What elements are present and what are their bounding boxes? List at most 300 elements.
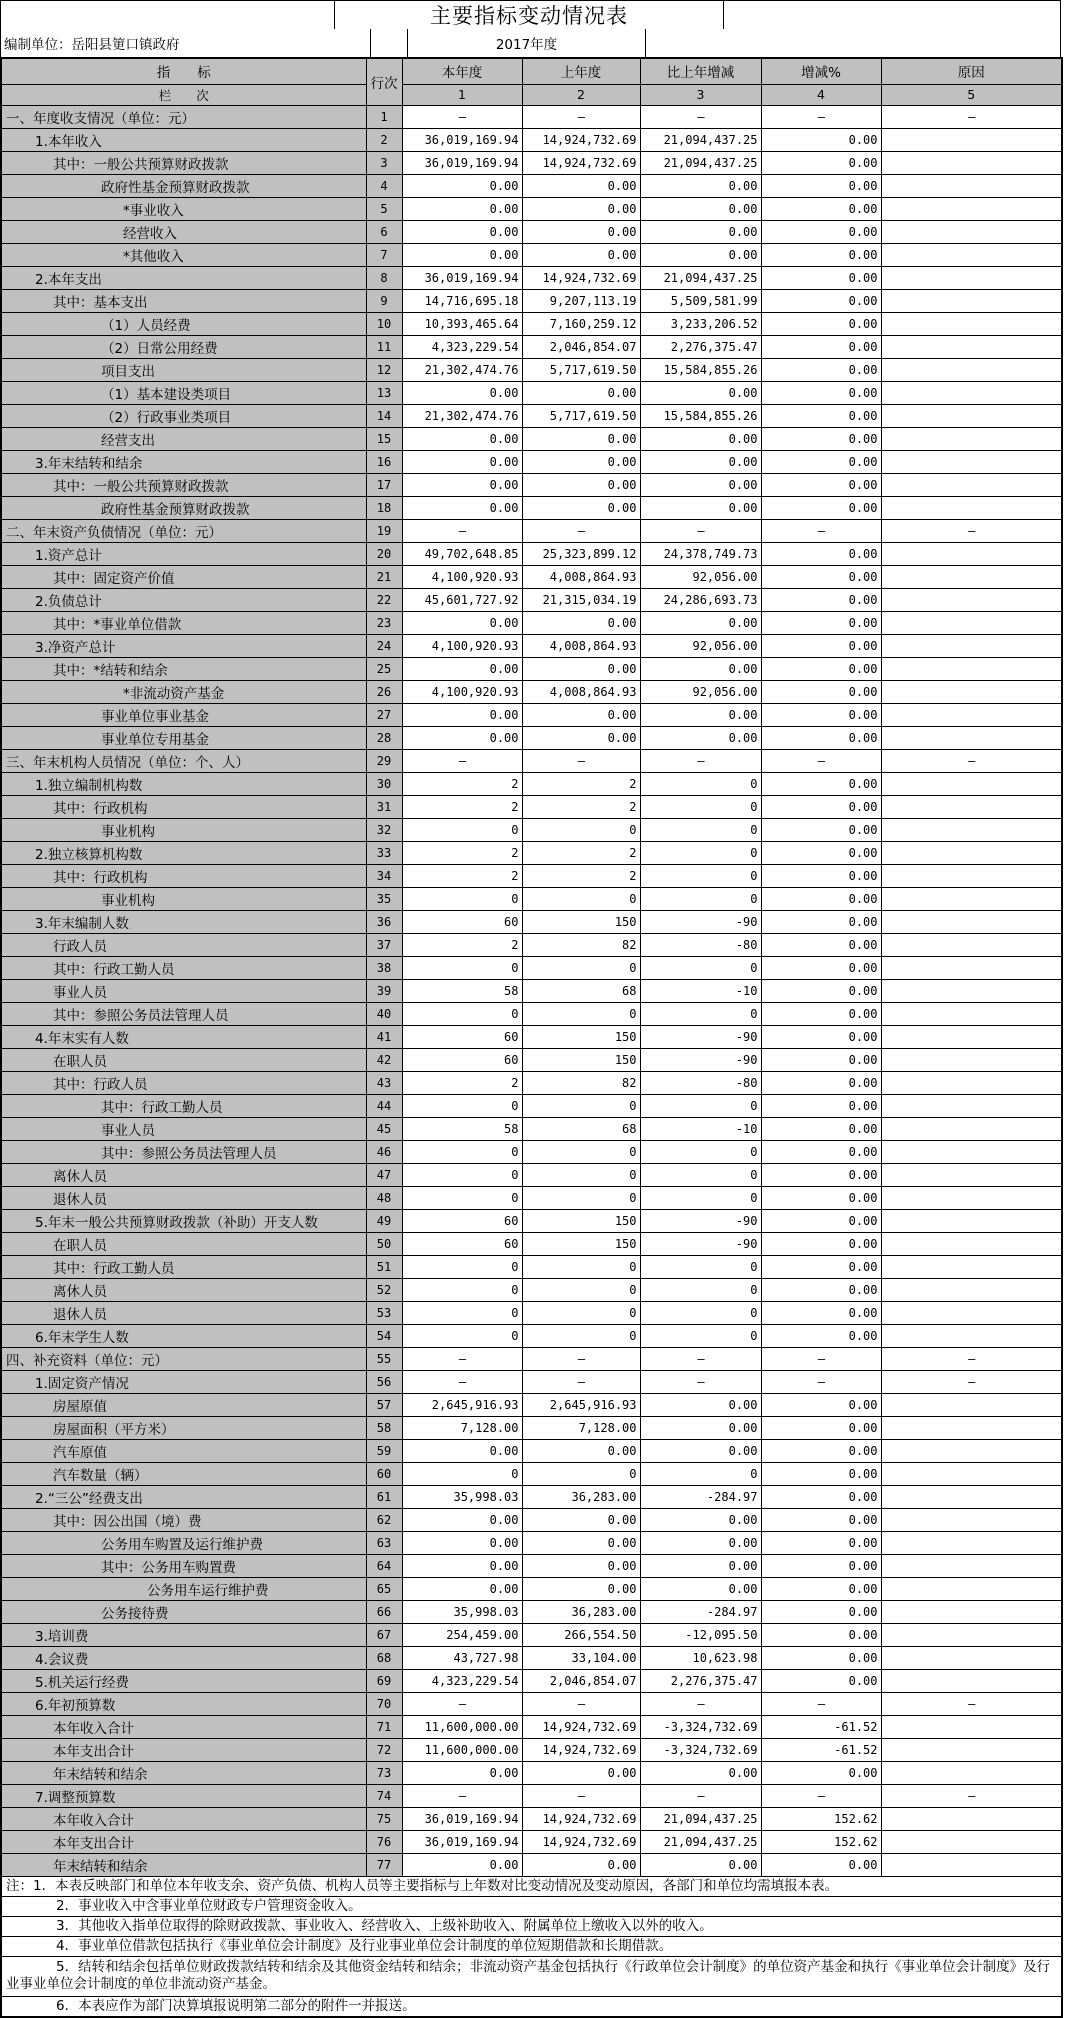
notes-body xyxy=(1,1876,1062,2017)
reason-cell xyxy=(881,956,1062,979)
indicator-cell: 其中：公务用车购置费 xyxy=(1,1554,366,1577)
last-year-cell: 0 xyxy=(522,818,640,841)
table-row xyxy=(1,1692,1062,1715)
indicator-cell: 6.年初预算数 xyxy=(1,1692,366,1715)
table-row xyxy=(1,1715,1062,1738)
change-cell: -284.97 xyxy=(640,1600,761,1623)
last-year-cell: 2,046,854.07 xyxy=(522,1669,640,1692)
reason-cell xyxy=(881,427,1062,450)
table-row xyxy=(1,1600,1062,1623)
this-year-cell: 0.00 xyxy=(402,1439,522,1462)
unit-row-right-blank xyxy=(646,29,1060,57)
table-row xyxy=(1,1577,1062,1600)
indicator-cell: 其中：行政工勤人员 xyxy=(1,956,366,979)
row-no-cell: 47 xyxy=(366,1163,402,1186)
change-pct-cell: 0.00 xyxy=(761,312,881,335)
row-no-cell: 34 xyxy=(366,864,402,887)
table-row xyxy=(1,772,1062,795)
table-row xyxy=(1,381,1062,404)
row-no-cell: 3 xyxy=(366,151,402,174)
table-row xyxy=(1,1669,1062,1692)
note-text: 5．结转和结余包括单位财政拨款结转和结余及其他资金结转和结余；非流动资产基金包括执行《行政单位会计制度》的单位资产基金和执行《事业单位会计制度》及行业事业单位会计制度的单位非流动资产基金。 xyxy=(1,1956,1062,1996)
row-no-cell: 66 xyxy=(366,1600,402,1623)
this-year-cell: 0.00 xyxy=(402,381,522,404)
change-pct-cell: 0.00 xyxy=(761,1255,881,1278)
change-pct-cell: 0.00 xyxy=(761,657,881,680)
last-year-cell: 21,315,034.19 xyxy=(522,588,640,611)
last-year-cell: 150 xyxy=(522,1209,640,1232)
header-row xyxy=(1,58,1062,84)
row-no-cell: 51 xyxy=(366,1255,402,1278)
reason-cell xyxy=(881,404,1062,427)
change-pct-cell: -61.52 xyxy=(761,1738,881,1761)
reason-cell xyxy=(881,1186,1062,1209)
change-pct-cell: 0.00 xyxy=(761,1186,881,1209)
reason-cell xyxy=(881,1255,1062,1278)
row-no-cell: 7 xyxy=(366,243,402,266)
last-year-cell: 36,283.00 xyxy=(522,1600,640,1623)
last-year-cell: 0 xyxy=(522,1324,640,1347)
indicator-cell: 政府性基金预算财政拨款 xyxy=(1,496,366,519)
indicator-cell: 其中：参照公务员法管理人员 xyxy=(1,1140,366,1163)
table-row xyxy=(1,1508,1062,1531)
indicator-cell: 4.会议费 xyxy=(1,1646,366,1669)
indicator-cell: 其中：*事业单位借款 xyxy=(1,611,366,634)
row-no-cell: 67 xyxy=(366,1623,402,1646)
change-cell: -284.97 xyxy=(640,1485,761,1508)
reason-cell xyxy=(881,1715,1062,1738)
change-pct-cell: 0.00 xyxy=(761,427,881,450)
change-pct-cell: — xyxy=(761,1692,881,1715)
col-num-2: 2 xyxy=(522,84,640,105)
change-pct-cell: 0.00 xyxy=(761,1531,881,1554)
table-row xyxy=(1,611,1062,634)
table-row xyxy=(1,1761,1062,1784)
indicator-cell: 其中：行政工勤人员 xyxy=(1,1255,366,1278)
indicator-cell: 房屋原值 xyxy=(1,1393,366,1416)
this-year-cell: 11,600,000.00 xyxy=(402,1715,522,1738)
last-year-cell: 0.00 xyxy=(522,1853,640,1876)
change-pct-cell: 152.62 xyxy=(761,1830,881,1853)
last-year-cell: 14,924,732.69 xyxy=(522,1830,640,1853)
last-year-cell: 150 xyxy=(522,1048,640,1071)
reason-cell xyxy=(881,1600,1062,1623)
reason-cell: — xyxy=(881,1370,1062,1393)
indicator-cell: 3.培训费 xyxy=(1,1623,366,1646)
change-pct-cell: 0.00 xyxy=(761,588,881,611)
change-pct-cell: 0.00 xyxy=(761,128,881,151)
row-no-cell: 61 xyxy=(366,1485,402,1508)
reason-cell xyxy=(881,887,1062,910)
this-year-cell: 0.00 xyxy=(402,220,522,243)
this-year-cell: 2 xyxy=(402,795,522,818)
reason-cell xyxy=(881,1531,1062,1554)
indicator-cell: 事业单位专用基金 xyxy=(1,726,366,749)
reason-cell xyxy=(881,1278,1062,1301)
change-cell: 0 xyxy=(640,1462,761,1485)
reason-cell xyxy=(881,151,1062,174)
change-pct-cell: 0.00 xyxy=(761,772,881,795)
change-cell: -90 xyxy=(640,1025,761,1048)
reason-cell xyxy=(881,174,1062,197)
change-cell: 0.00 xyxy=(640,1853,761,1876)
change-cell: 0 xyxy=(640,1140,761,1163)
indicator-cell: 退休人员 xyxy=(1,1186,366,1209)
last-year-cell: 0.00 xyxy=(522,1439,640,1462)
change-pct-cell: 0.00 xyxy=(761,1025,881,1048)
row-no-cell: 63 xyxy=(366,1531,402,1554)
indicator-cell: 2.负债总计 xyxy=(1,588,366,611)
indicator-cell: 4.年末实有人数 xyxy=(1,1025,366,1048)
change-pct-cell: 0.00 xyxy=(761,1600,881,1623)
last-year-cell: 0.00 xyxy=(522,473,640,496)
last-year-cell: 0.00 xyxy=(522,1577,640,1600)
indicator-cell: *其他收入 xyxy=(1,243,366,266)
header-indicator: 指 标 xyxy=(1,58,366,84)
reason-cell xyxy=(881,496,1062,519)
indicator-cell: 其中：一般公共预算财政拨款 xyxy=(1,151,366,174)
change-cell: 3,233,206.52 xyxy=(640,312,761,335)
table-row xyxy=(1,887,1062,910)
table-row xyxy=(1,1278,1062,1301)
last-year-cell: 0 xyxy=(522,1140,640,1163)
change-pct-cell: 0.00 xyxy=(761,726,881,749)
reason-cell xyxy=(881,1232,1062,1255)
reason-cell xyxy=(881,1048,1062,1071)
table-row xyxy=(1,1738,1062,1761)
this-year-cell: 10,393,465.64 xyxy=(402,312,522,335)
row-no-cell: 48 xyxy=(366,1186,402,1209)
reason-cell xyxy=(881,565,1062,588)
change-cell: 0 xyxy=(640,1186,761,1209)
row-no-cell: 44 xyxy=(366,1094,402,1117)
change-pct-cell: -61.52 xyxy=(761,1715,881,1738)
row-no-cell: 62 xyxy=(366,1508,402,1531)
indicator-cell: 本年收入合计 xyxy=(1,1715,366,1738)
last-year-cell: 0.00 xyxy=(522,726,640,749)
last-year-cell: 4,008,864.93 xyxy=(522,565,640,588)
change-cell: 0.00 xyxy=(640,427,761,450)
change-cell: 0 xyxy=(640,1255,761,1278)
note-text: 4．事业单位借款包括执行《事业单位会计制度》及行业事业单位会计制度的单位短期借款和长期借款。 xyxy=(1,1936,1062,1956)
this-year-cell: 0 xyxy=(402,1094,522,1117)
this-year-cell: 0 xyxy=(402,1324,522,1347)
indicator-cell: 事业人员 xyxy=(1,1117,366,1140)
row-no-cell: 37 xyxy=(366,933,402,956)
change-pct-cell: — xyxy=(761,749,881,772)
change-pct-cell: 0.00 xyxy=(761,289,881,312)
table-row xyxy=(1,588,1062,611)
table-row xyxy=(1,933,1062,956)
last-year-cell: 7,160,259.12 xyxy=(522,312,640,335)
last-year-cell: 25,323,899.12 xyxy=(522,542,640,565)
indicator-cell: 1.固定资产情况 xyxy=(1,1370,366,1393)
row-no-cell: 15 xyxy=(366,427,402,450)
indicator-cell: 离休人员 xyxy=(1,1278,366,1301)
indicator-cell: （2）日常公用经费 xyxy=(1,335,366,358)
change-cell: -90 xyxy=(640,910,761,933)
change-pct-cell: 0.00 xyxy=(761,404,881,427)
change-pct-cell: 0.00 xyxy=(761,1853,881,1876)
change-pct-cell: 0.00 xyxy=(761,841,881,864)
indicator-cell: 6.年末学生人数 xyxy=(1,1324,366,1347)
this-year-cell: 11,600,000.00 xyxy=(402,1738,522,1761)
unit-year-row xyxy=(0,29,1061,57)
note-row xyxy=(1,1956,1062,1996)
this-year-cell: 0.00 xyxy=(402,473,522,496)
this-year-cell: 0.00 xyxy=(402,611,522,634)
change-cell: 0.00 xyxy=(640,1761,761,1784)
change-pct-cell: 0.00 xyxy=(761,473,881,496)
table-row xyxy=(1,289,1062,312)
reason-cell xyxy=(881,1761,1062,1784)
change-pct-cell: 0.00 xyxy=(761,220,881,243)
this-year-cell: 0 xyxy=(402,1140,522,1163)
table-row xyxy=(1,197,1062,220)
this-year-cell: 0 xyxy=(402,818,522,841)
change-cell: 0.00 xyxy=(640,381,761,404)
table-row xyxy=(1,358,1062,381)
this-year-cell: 60 xyxy=(402,910,522,933)
reason-cell xyxy=(881,1462,1062,1485)
table-row xyxy=(1,1784,1062,1807)
change-pct-cell: 0.00 xyxy=(761,1163,881,1186)
indicator-cell: 项目支出 xyxy=(1,358,366,381)
this-year-cell: 4,100,920.93 xyxy=(402,680,522,703)
table-row xyxy=(1,312,1062,335)
change-cell: 0.00 xyxy=(640,450,761,473)
change-cell: 0.00 xyxy=(640,1577,761,1600)
change-pct-cell: 0.00 xyxy=(761,795,881,818)
this-year-cell: 0 xyxy=(402,1462,522,1485)
page-title: 主要指标变动情况表 xyxy=(335,1,724,29)
last-year-cell: — xyxy=(522,1784,640,1807)
change-pct-cell: — xyxy=(761,105,881,128)
this-year-cell: 0.00 xyxy=(402,1554,522,1577)
indicator-cell: 其中：行政机构 xyxy=(1,864,366,887)
note-text: 3．其他收入指单位取得的除财政拨款、事业收入、经营收入、上级补助收入、附属单位上缴收入以外的收入。 xyxy=(1,1916,1062,1936)
row-no-cell: 9 xyxy=(366,289,402,312)
indicator-cell: 5.机关运行经费 xyxy=(1,1669,366,1692)
col-num-1: 1 xyxy=(402,84,522,105)
col-num-5: 5 xyxy=(881,84,1062,105)
row-no-cell: 49 xyxy=(366,1209,402,1232)
row-no-cell: 17 xyxy=(366,473,402,496)
indicator-cell: *非流动资产基金 xyxy=(1,680,366,703)
row-no-cell: 40 xyxy=(366,1002,402,1025)
this-year-cell: 2 xyxy=(402,841,522,864)
change-pct-cell: 0.00 xyxy=(761,1393,881,1416)
last-year-cell: 0.00 xyxy=(522,243,640,266)
this-year-cell: 14,716,695.18 xyxy=(402,289,522,312)
change-cell: 0 xyxy=(640,956,761,979)
last-year-cell: 33,104.00 xyxy=(522,1646,640,1669)
reason-cell xyxy=(881,1140,1062,1163)
this-year-cell: 60 xyxy=(402,1048,522,1071)
reason-cell xyxy=(881,1025,1062,1048)
unit-row-blank-cell xyxy=(371,29,408,57)
last-year-cell: — xyxy=(522,1692,640,1715)
change-pct-cell: 0.00 xyxy=(761,266,881,289)
indicator-cell: 其中：基本支出 xyxy=(1,289,366,312)
this-year-cell: 0 xyxy=(402,1163,522,1186)
reason-cell xyxy=(881,1301,1062,1324)
reason-cell xyxy=(881,703,1062,726)
change-cell: 0.00 xyxy=(640,473,761,496)
row-no-cell: 2 xyxy=(366,128,402,151)
change-cell: — xyxy=(640,1692,761,1715)
reason-cell xyxy=(881,1738,1062,1761)
indicator-cell: 3.年末结转和结余 xyxy=(1,450,366,473)
this-year-cell: 58 xyxy=(402,979,522,1002)
last-year-cell: 14,924,732.69 xyxy=(522,128,640,151)
change-cell: 24,286,693.73 xyxy=(640,588,761,611)
table-row xyxy=(1,1853,1062,1876)
row-no-cell: 25 xyxy=(366,657,402,680)
row-no-cell: 38 xyxy=(366,956,402,979)
last-year-cell: 0 xyxy=(522,1186,640,1209)
reason-cell xyxy=(881,772,1062,795)
indicator-cell: 在职人员 xyxy=(1,1232,366,1255)
last-year-cell: 0.00 xyxy=(522,496,640,519)
change-cell: 0.00 xyxy=(640,657,761,680)
last-year-cell: 0 xyxy=(522,1278,640,1301)
this-year-cell: 0 xyxy=(402,1002,522,1025)
row-no-cell: 43 xyxy=(366,1071,402,1094)
row-no-cell: 53 xyxy=(366,1301,402,1324)
change-pct-cell: 0.00 xyxy=(761,358,881,381)
row-no-cell: 22 xyxy=(366,588,402,611)
change-pct-cell: 0.00 xyxy=(761,1094,881,1117)
row-no-cell: 32 xyxy=(366,818,402,841)
reason-cell: — xyxy=(881,749,1062,772)
this-year-cell: 7,128.00 xyxy=(402,1416,522,1439)
last-year-cell: 0 xyxy=(522,887,640,910)
change-cell: -90 xyxy=(640,1048,761,1071)
last-year-cell: 2,046,854.07 xyxy=(522,335,640,358)
reason-cell: — xyxy=(881,1784,1062,1807)
change-cell: 92,056.00 xyxy=(640,565,761,588)
table-row xyxy=(1,1071,1062,1094)
prepared-by-label: 编制单位：岳阳县筻口镇政府 xyxy=(1,29,371,57)
change-cell: — xyxy=(640,1347,761,1370)
last-year-cell: 2 xyxy=(522,772,640,795)
table-row xyxy=(1,1002,1062,1025)
reason-cell xyxy=(881,1117,1062,1140)
this-year-cell: 35,998.03 xyxy=(402,1485,522,1508)
this-year-cell: 0.00 xyxy=(402,197,522,220)
this-year-cell: 2,645,916.93 xyxy=(402,1393,522,1416)
change-cell: — xyxy=(640,519,761,542)
reason-cell xyxy=(881,358,1062,381)
change-pct-cell: 0.00 xyxy=(761,1117,881,1140)
row-no-cell: 42 xyxy=(366,1048,402,1071)
change-cell: -80 xyxy=(640,933,761,956)
change-pct-cell: 0.00 xyxy=(761,1462,881,1485)
reason-cell: — xyxy=(881,1692,1062,1715)
change-cell: -3,324,732.69 xyxy=(640,1738,761,1761)
row-no-cell: 12 xyxy=(366,358,402,381)
row-no-cell: 59 xyxy=(366,1439,402,1462)
last-year-cell: 0.00 xyxy=(522,197,640,220)
this-year-cell: 0 xyxy=(402,1278,522,1301)
this-year-cell: 0.00 xyxy=(402,1761,522,1784)
change-cell: 0.00 xyxy=(640,1393,761,1416)
row-no-cell: 41 xyxy=(366,1025,402,1048)
this-year-cell: 0.00 xyxy=(402,427,522,450)
indicator-cell: 三、年末机构人员情况（单位：个、人） xyxy=(1,749,366,772)
table-row xyxy=(1,542,1062,565)
row-no-cell: 72 xyxy=(366,1738,402,1761)
row-no-cell: 28 xyxy=(366,726,402,749)
table-row xyxy=(1,1048,1062,1071)
change-cell: 0.00 xyxy=(640,1508,761,1531)
table-row xyxy=(1,496,1062,519)
row-no-cell: 68 xyxy=(366,1646,402,1669)
reason-cell xyxy=(881,1209,1062,1232)
table-row xyxy=(1,335,1062,358)
last-year-cell: 2,645,916.93 xyxy=(522,1393,640,1416)
table-row xyxy=(1,519,1062,542)
reason-cell xyxy=(881,473,1062,496)
last-year-cell: 14,924,732.69 xyxy=(522,1738,640,1761)
this-year-cell: 0.00 xyxy=(402,496,522,519)
table-row xyxy=(1,680,1062,703)
indicator-cell: 2.本年支出 xyxy=(1,266,366,289)
row-no-cell: 36 xyxy=(366,910,402,933)
indicator-cell: 政府性基金预算财政拨款 xyxy=(1,174,366,197)
change-pct-cell: 0.00 xyxy=(761,1761,881,1784)
this-year-cell: 0.00 xyxy=(402,1853,522,1876)
last-year-cell: 266,554.50 xyxy=(522,1623,640,1646)
change-pct-cell: 0.00 xyxy=(761,1646,881,1669)
table-row xyxy=(1,266,1062,289)
indicator-cell: 7.调整预算数 xyxy=(1,1784,366,1807)
reason-cell xyxy=(881,1163,1062,1186)
change-cell: 0.00 xyxy=(640,496,761,519)
reason-cell xyxy=(881,680,1062,703)
indicator-cell: 事业机构 xyxy=(1,818,366,841)
last-year-cell: 2 xyxy=(522,795,640,818)
this-year-cell: 43,727.98 xyxy=(402,1646,522,1669)
table-row xyxy=(1,634,1062,657)
change-pct-cell: 0.00 xyxy=(761,1439,881,1462)
row-no-cell: 56 xyxy=(366,1370,402,1393)
table-row xyxy=(1,565,1062,588)
row-no-cell: 24 xyxy=(366,634,402,657)
header-row-no: 行次 xyxy=(366,58,402,105)
table-body xyxy=(1,105,1062,1876)
title-right-blank-cell xyxy=(724,1,1060,29)
this-year-cell: 0 xyxy=(402,887,522,910)
reason-cell xyxy=(881,1853,1062,1876)
table-row xyxy=(1,1209,1062,1232)
row-no-cell: 39 xyxy=(366,979,402,1002)
row-no-cell: 10 xyxy=(366,312,402,335)
indicator-cell: 事业机构 xyxy=(1,887,366,910)
last-year-cell: 0.00 xyxy=(522,174,640,197)
column-number-row xyxy=(1,84,1062,105)
row-no-cell: 21 xyxy=(366,565,402,588)
indicator-cell: 其中：*结转和结余 xyxy=(1,657,366,680)
change-pct-cell: 0.00 xyxy=(761,1485,881,1508)
this-year-cell: — xyxy=(402,749,522,772)
last-year-cell: 14,924,732.69 xyxy=(522,1807,640,1830)
change-cell: -12,095.50 xyxy=(640,1623,761,1646)
row-no-cell: 46 xyxy=(366,1140,402,1163)
indicator-cell: 行政人员 xyxy=(1,933,366,956)
change-cell: — xyxy=(640,1370,761,1393)
